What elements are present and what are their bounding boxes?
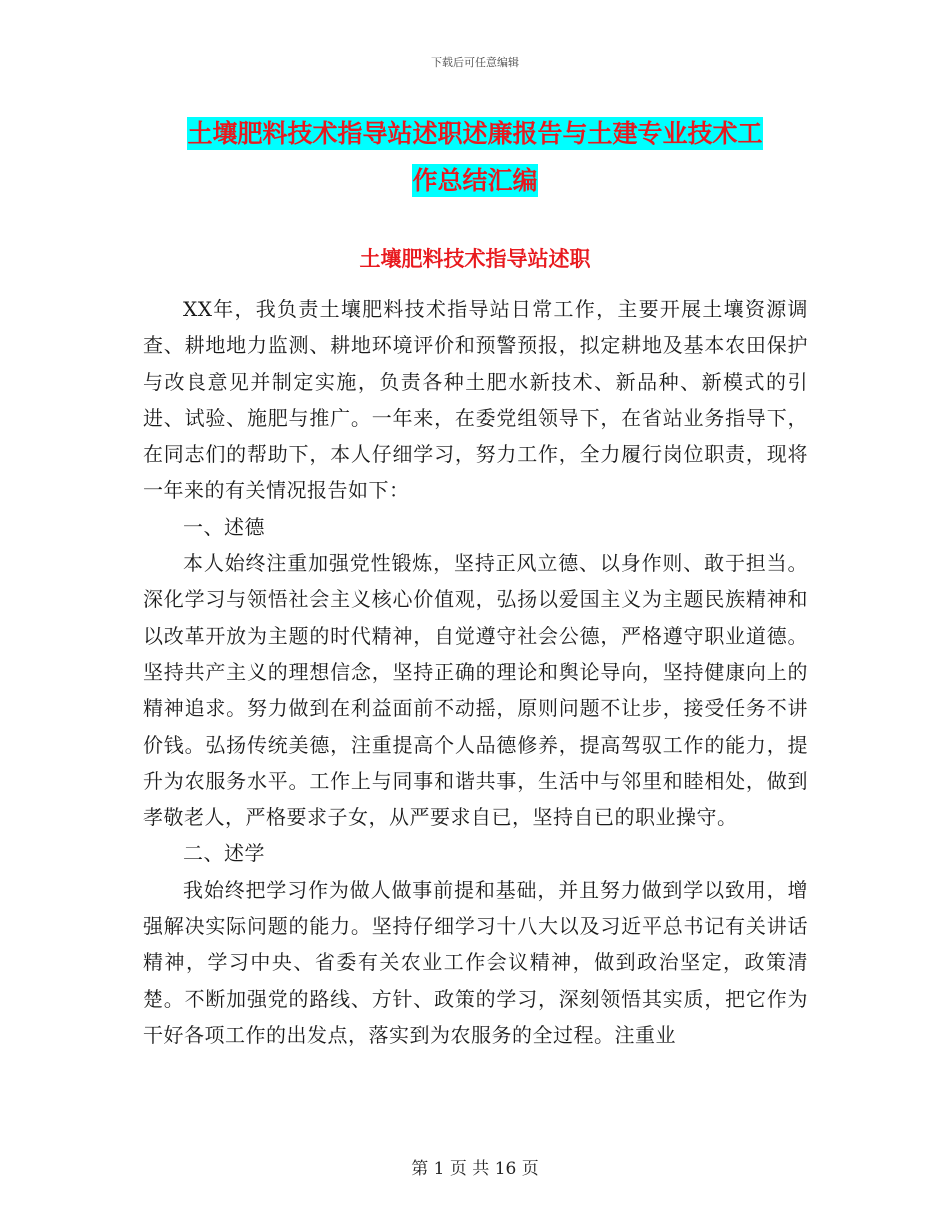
document-title-line1: 土壤肥料技术指导站述职述廉报告与土建专业技术工 bbox=[187, 119, 763, 148]
section-title: 土壤肥料技术指导站述职 bbox=[359, 246, 591, 271]
page-number: 第 1 页 共 16 页 bbox=[411, 1159, 539, 1179]
paragraph-intro: XX年，我负责土壤肥料技术指导站日常工作，主要开展土壤资源调查、耕地地力监测、耕地环境评价和预警预报，拟定耕地及基本农田保护与改良意见并制定实施，负责各种土肥水新技术、新品种、新模式的引进、试验、施肥与推广。一年来，在委党组领导下，在省站业务指导下，在同志们的帮助下，本人仔细学习，努力工作，全力履行岗位职责，现将一年来的有关情况报告如下： bbox=[143, 297, 808, 503]
heading-study: 二、述学 bbox=[183, 841, 265, 866]
page-header-note: 下载后可任意编辑 bbox=[431, 56, 519, 69]
paragraph-study: 我始终把学习作为做人做事前提和基础，并且努力做到学以致用，增强解决实际问题的能力。坚持仔细学习十八大以及习近平总书记有关讲话精神，学习中央、省委有关农业工作会议精神，做到政治坚定，政策清楚。不断加强党的路线、方针、政策的学习，深刻领悟其实质，把它作为干好各项工作的出发点，落实到为农服务的全过程。注重业 bbox=[143, 877, 808, 1047]
document-title-line2: 作总结汇编 bbox=[412, 166, 538, 195]
document-title bbox=[0, 110, 950, 204]
document-body bbox=[143, 291, 808, 1053]
heading-morality: 一、述德 bbox=[183, 514, 265, 539]
paragraph-morality: 本人始终注重加强党性锻炼，坚持正风立德、以身作则、敢于担当。深化学习与领悟社会主义核心价值观，弘扬以爱国主义为主题民族精神和以改革开放为主题的时代精神，自觉遵守社会公德，严格遵守职业道德。坚持共产主义的理想信念，坚持正确的理论和舆论导向，坚持健康向上的精神追求。努力做到在利益面前不动摇，原则问题不让步，接受任务不讲价钱。弘扬传统美德，注重提高个人品德修养，提高驾驭工作的能力，提升为农服务水平。工作上与同事和谐共事，生活中与邻里和睦相处，做到孝敬老人，严格要求子女，从严要求自已，坚持自已的职业操守。 bbox=[143, 551, 808, 830]
